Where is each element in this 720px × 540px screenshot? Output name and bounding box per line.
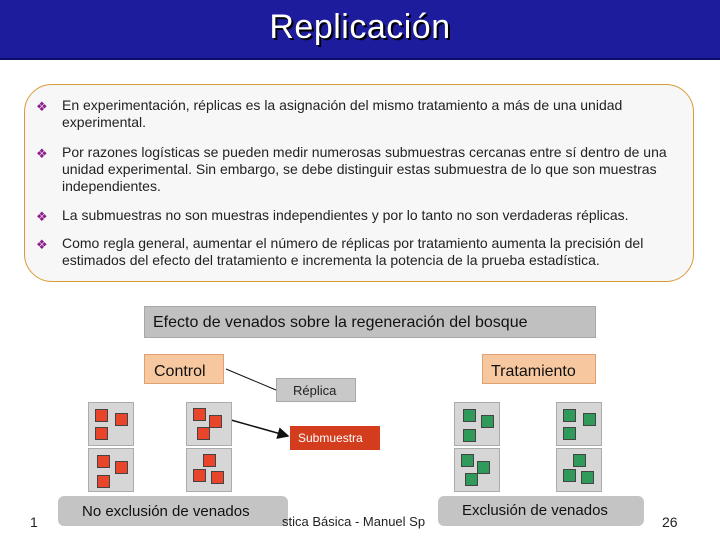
control-subsample-square xyxy=(95,427,108,440)
submuestra-callout xyxy=(290,426,380,450)
treatment-subsample-square xyxy=(465,473,478,486)
treatment-subsample-square xyxy=(573,454,586,467)
exclusion-label-box xyxy=(438,496,644,526)
experimental-plot xyxy=(88,448,134,492)
treatment-subsample-square xyxy=(463,409,476,422)
submuestra-label: Submuestra xyxy=(298,431,363,445)
experimental-plot xyxy=(556,448,602,492)
treatment-subsample-square xyxy=(481,415,494,428)
control-label: Control xyxy=(154,363,206,380)
treatment-subsample-square xyxy=(583,413,596,426)
control-label-box xyxy=(144,354,224,384)
title-bar xyxy=(0,0,720,60)
treatment-subsample-square xyxy=(477,461,490,474)
treatment-label: Tratamiento xyxy=(491,363,576,380)
control-subsample-square xyxy=(97,475,110,488)
experimental-plot xyxy=(186,402,232,446)
footer-left-fragment: 1 xyxy=(30,514,38,530)
footer-text: stica Básica - Manuel Sp xyxy=(282,514,426,529)
diamond-bullet-icon: ❖ xyxy=(36,99,48,114)
treatment-subsample-square xyxy=(463,429,476,442)
control-subsample-square xyxy=(115,461,128,474)
treatment-subsample-square xyxy=(563,469,576,482)
bullet-text: En experimentación, réplicas es la asignación del mismo tratamiento a más de una unidad experimental. xyxy=(62,97,623,130)
no-exclusion-label-box xyxy=(58,496,288,526)
control-subsample-square xyxy=(193,408,206,421)
control-subsample-square xyxy=(97,455,110,468)
no-exclusion-label: No exclusión de venados xyxy=(82,503,250,520)
experimental-plot xyxy=(186,448,232,492)
control-subsample-square xyxy=(211,471,224,484)
treatment-subsample-square xyxy=(563,427,576,440)
replica-label: Réplica xyxy=(293,383,337,398)
experimental-plot xyxy=(88,402,134,446)
replica-leader-line xyxy=(226,369,276,390)
treatment-subsample-square xyxy=(563,409,576,422)
bullet-text: La submuestras no son muestras independientes y por lo tanto no son verdaderas réplicas. xyxy=(62,207,629,223)
treatment-subsample-square xyxy=(581,471,594,484)
replica-callout xyxy=(276,378,356,402)
bullet-text: Como regla general, aumentar el número de réplicas por tratamiento aumenta la precisión del estimados del efecto del tratamiento e incrementa la potencia de la prueba estadística. xyxy=(62,235,644,268)
diamond-bullet-icon: ❖ xyxy=(36,146,48,161)
exclusion-label: Exclusión de venados xyxy=(462,502,608,519)
experimental-plot xyxy=(454,448,500,492)
control-subsample-square xyxy=(197,427,210,440)
page-number: 26 xyxy=(662,514,678,530)
diagram-header-label: Efecto de venados sobre la regeneración del bosque xyxy=(153,314,528,331)
submuestra-arrow xyxy=(224,418,288,436)
control-subsample-square xyxy=(209,415,222,428)
experimental-plot xyxy=(556,402,602,446)
treatment-subsample-square xyxy=(461,454,474,467)
control-subsample-square xyxy=(115,413,128,426)
bullet-text: Por razones logísticas se pueden medir numerosas submuestras cercanas entre sí dentro de una unidad experimental. Sin embargo, se debe distinguir estas submuestra de lo que son muestras independientes. xyxy=(62,144,667,194)
treatment-label-box xyxy=(482,354,596,384)
control-subsample-square xyxy=(193,469,206,482)
diamond-bullet-icon: ❖ xyxy=(36,209,48,224)
slide-title: Replicación xyxy=(269,8,451,46)
diagram-header xyxy=(144,306,596,338)
control-subsample-square xyxy=(95,409,108,422)
diamond-bullet-icon: ❖ xyxy=(36,237,48,252)
control-subsample-square xyxy=(203,454,216,467)
experimental-plot xyxy=(454,402,500,446)
